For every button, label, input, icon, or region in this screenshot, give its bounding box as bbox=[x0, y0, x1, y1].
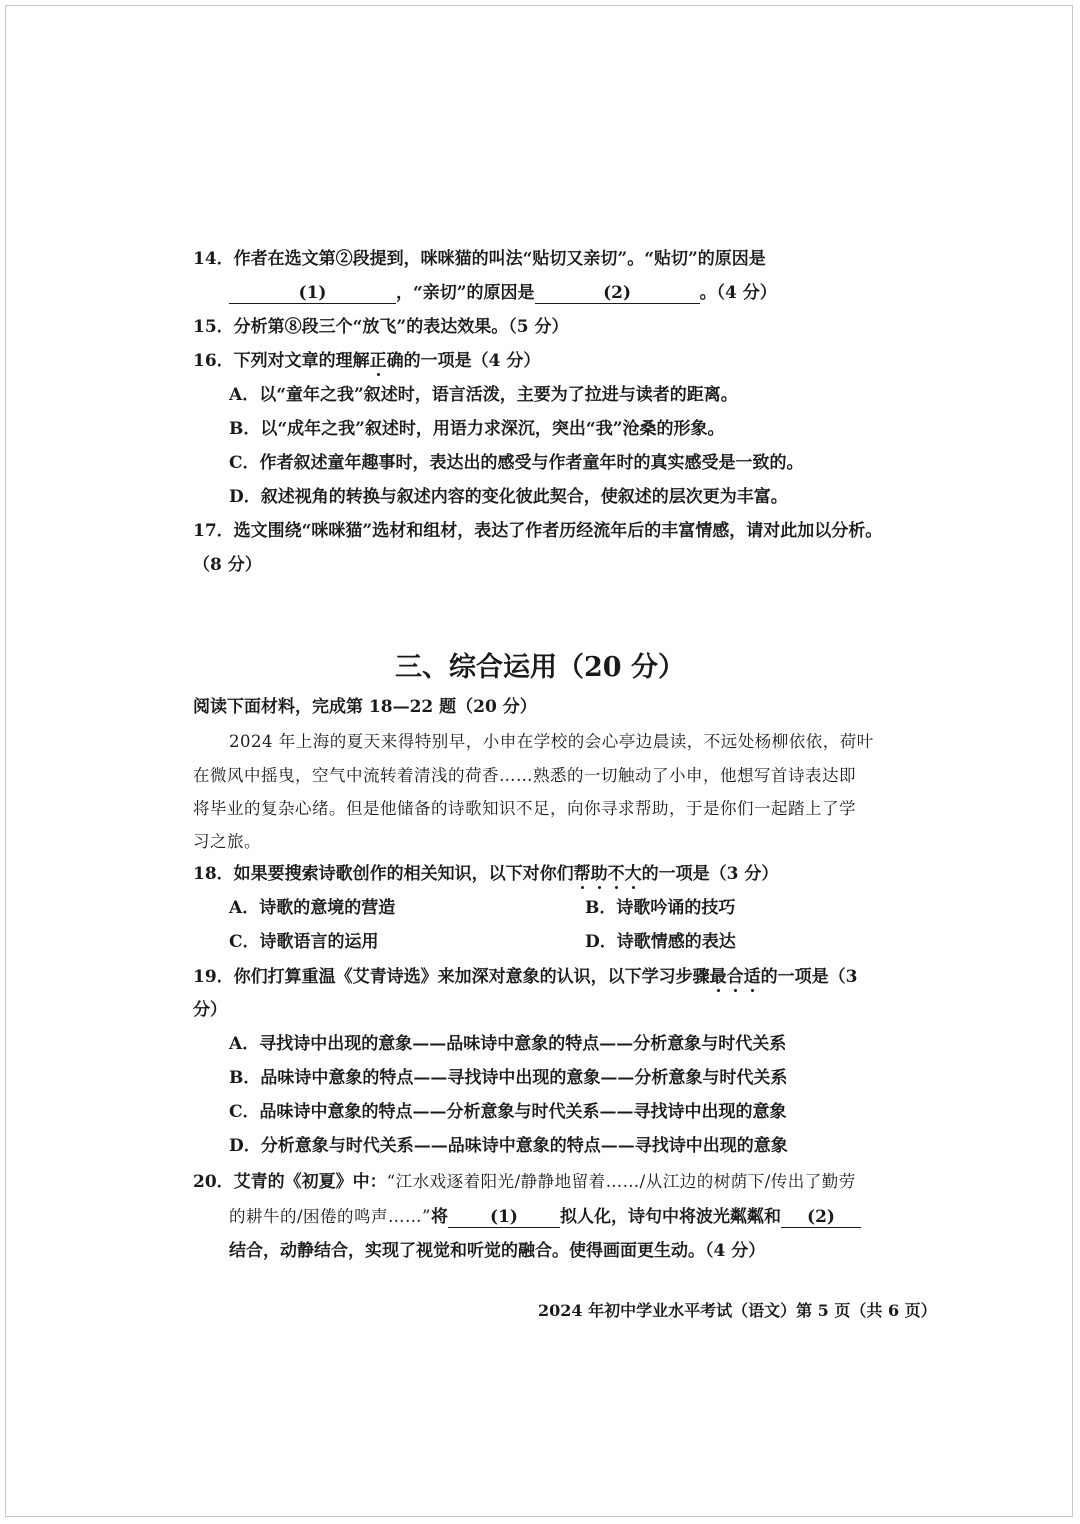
q20-blank-2[interactable]: (2) bbox=[781, 1207, 861, 1228]
q20-quote-2: 的耕牛的/困倦的鸣声……” bbox=[229, 1207, 431, 1226]
q18-option-d: D．诗歌情感的表达 bbox=[585, 932, 736, 952]
q20-blank-1[interactable]: (1) bbox=[448, 1207, 560, 1228]
q19-emphasis-char: 适 bbox=[743, 967, 761, 987]
q16-stem-b: 确的一项是（4 分） bbox=[386, 351, 541, 371]
q14-blank-2[interactable]: (2) bbox=[535, 283, 700, 304]
q18-option-c: C．诗歌语言的运用 bbox=[229, 932, 379, 952]
q14-blank-1[interactable]: (1) bbox=[229, 283, 396, 304]
q16-emphasis-char: 正 bbox=[369, 351, 387, 371]
page-footer: 2024 年初中学业水平考试（语文）第 5 页（共 6 页） bbox=[538, 1301, 937, 1320]
q20-quote-1: “江水戏逐着阳光/静静地留着……/从江边的树荫下/传出了勤劳 bbox=[386, 1172, 856, 1191]
q18-stem-a: 18．如果要搜索诗歌创作的相关知识，以下对你们 bbox=[193, 864, 574, 884]
q16-stem bbox=[193, 350, 540, 372]
q16-option-b: B．以“成年之我”叙述时，用语力求深沉，突出“我”沧桑的形象。 bbox=[229, 419, 725, 439]
q16-option-a: A．以“童年之我”叙述时，语言活泼，主要为了拉进与读者的距离。 bbox=[229, 385, 738, 405]
passage-line-2: 在微风中摇曳，空气中流转着清浅的荷香……熟悉的一切触动了小申，他想写首诗表达即 bbox=[193, 766, 856, 785]
q20-line2 bbox=[229, 1206, 861, 1228]
q18-emphasis-char: 大 bbox=[624, 864, 642, 884]
q20-lead: 20．艾青的《初夏》中： bbox=[193, 1172, 387, 1192]
q18-stem-b: 的一项是（3 分） bbox=[641, 864, 779, 884]
q19-stem bbox=[193, 966, 858, 988]
q20-line1 bbox=[193, 1171, 856, 1193]
q19-emphasis-char: 最 bbox=[709, 967, 727, 987]
q15-stem: 15．分析第⑧段三个“放飞”的表达效果。（5 分） bbox=[193, 317, 569, 337]
q17-line1: 17．选文围绕“咪咪猫”选材和组材，表达了作者历经流年后的丰富情感，请对此加以分析。 bbox=[193, 521, 883, 541]
q14-line2 bbox=[229, 282, 777, 304]
q16-option-c: C．作者叙述童年趣事时，表达出的感受与作者童年时的真实感受是一致的。 bbox=[229, 453, 804, 473]
q19-stem-a: 19．你们打算重温《艾青诗选》来加深对意象的认识，以下学习步骤 bbox=[193, 967, 710, 987]
q20-line3: 结合，动静结合，实现了视觉和听觉的融合。使得画面更生动。（4 分） bbox=[229, 1241, 766, 1261]
q19-option-d: D．分析意象与时代关系——品味诗中意象的特点——寻找诗中出现的意象 bbox=[229, 1136, 788, 1156]
q14-mid: ，“亲切”的原因是 bbox=[396, 283, 535, 303]
passage-line-3: 将毕业的复杂心绪。但是他储备的诗歌知识不足，向你寻求帮助，于是你们一起踏上了学 bbox=[193, 799, 856, 818]
q18-option-a: A．诗歌的意境的营造 bbox=[229, 898, 396, 918]
q19-emphasis-char: 合 bbox=[726, 967, 744, 987]
q14-line1: 14．作者在选文第②段提到，咪咪猫的叫法“贴切又亲切”。“贴切”的原因是 bbox=[193, 249, 766, 269]
q18-emphasis-char: 帮 bbox=[573, 864, 591, 884]
q19-option-c: C．品味诗中意象的特点——分析意象与时代关系——寻找诗中出现的意象 bbox=[229, 1102, 787, 1122]
section-intro: 阅读下面材料，完成第 18—22 题（20 分） bbox=[193, 697, 537, 717]
q19-stem-b: 的一项是（3 bbox=[760, 967, 858, 987]
q18-emphasis-char: 不 bbox=[607, 864, 625, 884]
q20-mid: 拟人化，诗句中将波光粼粼和 bbox=[560, 1207, 781, 1227]
section-title: 三、综合运用（20 分） bbox=[395, 652, 685, 683]
q16-option-d: D．叙述视角的转换与叙述内容的变化彼此契合，使叙述的层次更为丰富。 bbox=[229, 487, 788, 507]
q18-option-b: B．诗歌吟诵的技巧 bbox=[585, 898, 736, 918]
q17-line2: （8 分） bbox=[193, 555, 262, 575]
q19-option-a: A．寻找诗中出现的意象——品味诗中意象的特点——分析意象与时代关系 bbox=[229, 1034, 787, 1054]
page-border bbox=[5, 5, 1073, 1517]
q18-stem bbox=[193, 863, 778, 885]
passage-line-1: 2024 年上海的夏天来得特别早，小申在学校的会心亭边晨读，不远处杨柳依依，荷叶 bbox=[229, 732, 874, 751]
q20-jiang: 将 bbox=[431, 1207, 448, 1227]
q19-option-b: B．品味诗中意象的特点——寻找诗中出现的意象——分析意象与时代关系 bbox=[229, 1068, 788, 1088]
passage-line-4: 习之旅。 bbox=[193, 832, 261, 851]
q18-emphasis-char: 助 bbox=[590, 864, 608, 884]
q16-stem-a: 16．下列对文章的理解 bbox=[193, 351, 370, 371]
q14-tail: 。（4 分） bbox=[699, 283, 777, 303]
q19-stem-line2: 分） bbox=[193, 1000, 227, 1020]
